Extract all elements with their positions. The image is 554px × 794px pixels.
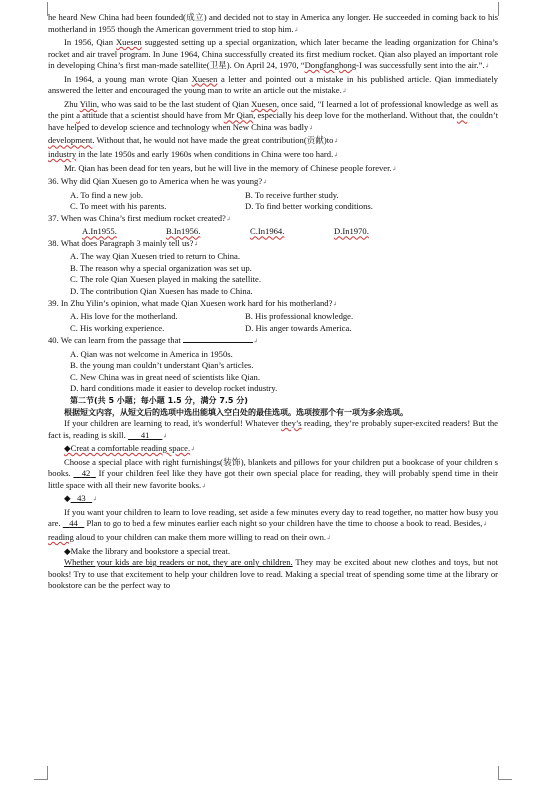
question-40-option-c: C. New China was in great need of scientists like Qian. <box>70 371 260 382</box>
question-40-option-d: D. hard conditions made it easier to develop rocket industry. <box>70 383 278 394</box>
crop-mark-bottom-right <box>498 766 512 780</box>
crop-mark-top-right <box>498 2 512 16</box>
passage-paragraph-6: Mr. Qian has been dead for ten years, but he will live in the memory of Chinese people forever.↲ <box>64 162 397 173</box>
cloze-paragraph-1: If your children are learning to read, it's wonderful! Whatever they’s reading, they’re probably super-excited readers! But the fact is, reading is skill. 41 ↲ <box>48 418 498 440</box>
question-36-options-row-1: A. To find a new job. B. To receive further study. <box>70 189 339 200</box>
question-38-option-c: C. The role Qian Xuesen played in making the satellite. <box>70 274 262 285</box>
blank-43[interactable]: 43 <box>77 493 86 504</box>
question-39-options-row-2: C. His working experience. D. His anger towards America. <box>70 322 352 333</box>
blank-44[interactable]: 44 <box>69 518 78 529</box>
question-40-blank <box>183 334 253 343</box>
cloze-paragraph-2: Choose a special place with right furnishings(装饰), blankets and pillows for your children put a bookcase of your children s books. 42 If your children feel like they have got their own special place for reading, they will probably spend time in their little space with all their new favorite books.↲ <box>48 456 498 490</box>
question-40-option-a: A. Qian was not welcome in America in 1950s. <box>70 348 233 359</box>
question-36: 36. Why did Qian Xuesen go to America when he was young?↲ <box>48 176 268 187</box>
question-38-option-a: A. The way Qian Xuesen tried to return to China. <box>70 251 241 262</box>
question-38-option-b: B. The reason why a special organization was set up. <box>70 262 252 273</box>
section-2-heading: 第二节(共 5 小题；每小题 1.5 分，满分 7.5 分) <box>70 395 248 405</box>
crop-mark-top-left <box>34 2 48 16</box>
question-38: 38. What does Paragraph 3 mainly tell us?↲ <box>48 237 199 248</box>
passage-paragraph-4: Zhu Yilin, who was said to be the last student of Qian Xuesen, once said, "I learned a lot of professional knowledge as well as the pint a attitude that a scientist should have from Mr Qian, especially his deep love for the motherland. Without that, the couldn’t have helped to develop science and technology when New China was badly↲ <box>48 98 499 132</box>
blank-41[interactable]: 41 <box>140 429 150 440</box>
question-39: 39. In Zhu Yilin’s opinion, what made Qian Xuesen work hard for his motherland?↲ <box>48 297 338 308</box>
document-page <box>48 12 498 592</box>
question-37: 37. When was China’s first medium rocket created?↲ <box>48 212 231 223</box>
cloze-heading-2: ◆ 43 ↲ <box>64 493 98 504</box>
cloze-heading-3: ◆Make the library and bookstore a special treat. <box>64 545 231 556</box>
passage-paragraph-1: he heard New China had been founded(成立) and decided not to stay in America any longer. He succeeded in coming back to his motherland in 1955 though the American government tried to stop him.↲ <box>48 12 498 34</box>
passage-paragraph-2: In 1956, Qian Xuesen suggested setting up a special organization, which later became the leading organization for China’s rocket and air travel program. In June 1964, China successfully created its first medium rocket. Qian also played an important role in developing China’s first man-made satellite(卫星). On April 24, 1970, “Dongfanghong-I was successfully sent into the air.”.↲ <box>48 37 498 71</box>
passage-paragraph-5: development. Without that, he would not have made the great contribution(贡献)to↲ industry in the late 1950s and early 1960s when conditions in China were too hard.↲ <box>48 135 339 160</box>
passage-paragraph-3: In 1964, a young man wrote Qian Xuesen a letter and pointed out a mistake in his published article. Qian immediately answered the letter and encouraged the young man to write an article out the mistake.↲ <box>48 73 498 96</box>
question-38-option-d: D. The contribution Qian Xuesen has made to China. <box>70 286 253 297</box>
question-36-options-row-2: C. To meet with his parents. D. To find better working conditions. <box>70 201 373 212</box>
cloze-paragraph-3: If you want your children to learn to love reading, set aside a few minutes every day to read together, no matter how busy you are. 44 Plan to go to bed a few minutes earlier each night so your children have the time to choose a book to read. Besides,↲ reading aloud to your children can make them more willing to read on their own.↲ <box>48 506 498 542</box>
question-37-options: A.In1955. B.In1956. C.In1964. D.In1970. <box>82 226 369 237</box>
question-40: 40. We can learn from the passage that ↲ <box>48 335 258 346</box>
question-40-option-b: B. the young man couldn’t understant Qian’s articles. <box>70 360 254 371</box>
cloze-paragraph-4: Whether your kids are big readers or not, they are only children. They may be excited about new clothes and toys, but not books! Try to use that excitement to help your children love to read. Making a special treat of spending some time at the library or bookstore can be the perfect way to <box>48 557 498 591</box>
crop-mark-bottom-left <box>34 766 48 780</box>
blank-42[interactable]: 42 <box>81 468 91 479</box>
section-2-instruction: 根据短文内容，从短文后的选项中选出能填入空白处的最佳选项。选项按那个有一项为多余选项。 <box>64 407 408 417</box>
question-39-options-row-1: A. His love for the motherland. B. His professional knowledge. <box>70 311 354 322</box>
cloze-heading-1: ◆Creat a comfortable reading space.↲ <box>64 443 196 454</box>
